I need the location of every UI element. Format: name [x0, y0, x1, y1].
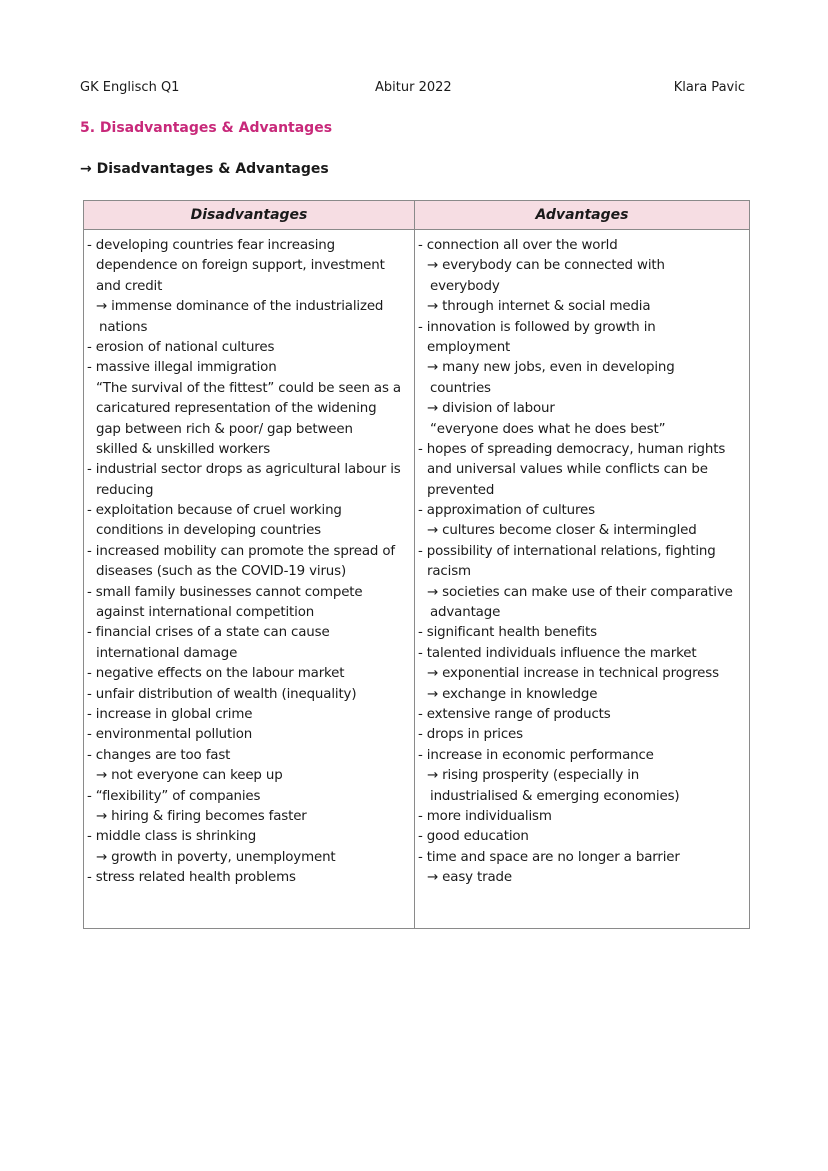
list-item: nations [99, 319, 148, 335]
list-item: → division of labour [427, 401, 555, 417]
subtitle: → Disadvantages & Advantages [80, 161, 329, 177]
list-item: countries [430, 380, 491, 396]
list-item: - “flexibility” of companies [87, 788, 261, 804]
list-item: → through internet & social media [427, 299, 651, 315]
header-disadvantages: Disadvantages [190, 207, 308, 223]
list-item: - unfair distribution of wealth (inequality) [87, 686, 357, 702]
list-item: - increase in economic performance [418, 747, 654, 763]
comparison-table [83, 200, 750, 929]
exam-label: Abitur 2022 [375, 80, 452, 95]
list-item: → everybody can be connected with [427, 258, 665, 274]
list-item: - negative effects on the labour market [87, 666, 345, 682]
list-item: - industrial sector drops as agricultural labour is [87, 462, 401, 478]
list-item: and universal values while conflicts can be [427, 462, 708, 478]
list-item: → rising prosperity (especially in [427, 768, 640, 784]
list-item: - stress related health problems [87, 870, 296, 886]
list-item: international damage [96, 645, 238, 661]
list-item: diseases (such as the COVID-19 virus) [96, 564, 347, 580]
list-item: - connection all over the world [418, 238, 618, 253]
disadvantages-column [87, 236, 413, 889]
list-item: “everyone does what he does best” [430, 421, 666, 437]
list-item: - more individualism [418, 808, 552, 824]
list-item: → exponential increase in technical progress [427, 666, 719, 682]
list-item: - increase in global crime [87, 706, 253, 722]
page-header [80, 80, 745, 98]
list-item: → not everyone can keep up [96, 768, 283, 784]
list-item: → exchange in knowledge [427, 686, 598, 702]
column-divider [414, 201, 415, 928]
list-item: - small family businesses cannot compete [87, 584, 363, 600]
list-item: - significant health benefits [418, 625, 597, 641]
list-item: → many new jobs, even in developing [427, 360, 675, 376]
list-item: everybody [430, 278, 500, 294]
list-item: → cultures become closer & intermingled [427, 523, 697, 539]
list-item: - environmental pollution [87, 727, 253, 743]
list-item: advantage [430, 605, 501, 621]
list-item: skilled & unskilled workers [96, 441, 271, 457]
list-item: - changes are too fast [87, 747, 231, 763]
list-item: “The survival of the fittest” could be seen as a [96, 380, 401, 396]
list-item: - hopes of spreading democracy, human rights [418, 441, 726, 457]
list-item: - good education [418, 829, 529, 845]
section-title: 5. Disadvantages & Advantages [80, 120, 333, 136]
list-item: → immense dominance of the industrialized [96, 299, 384, 315]
list-item: against international competition [96, 605, 315, 621]
list-item: employment [427, 339, 511, 355]
list-item: → hiring & firing becomes faster [96, 808, 307, 824]
list-item: - approximation of cultures [418, 503, 595, 519]
list-item: - erosion of national cultures [87, 339, 275, 355]
header-advantages: Advantages [535, 207, 629, 223]
list-item: - drops in prices [418, 727, 523, 743]
list-item: and credit [96, 278, 163, 294]
list-item: - time and space are no longer a barrier [418, 849, 680, 865]
list-item: gap between rich & poor/ gap between [96, 421, 353, 437]
list-item: - talented individuals influence the market [418, 645, 697, 661]
list-item: - extensive range of products [418, 706, 611, 722]
list-item: → growth in poverty, unemployment [96, 849, 336, 865]
table-header-row [84, 201, 749, 230]
list-item: - exploitation because of cruel working [87, 503, 342, 519]
list-item: - massive illegal immigration [87, 360, 277, 376]
list-item: caricatured representation of the widening [96, 401, 377, 417]
list-item: dependence on foreign support, investment [96, 258, 385, 274]
list-item: - innovation is followed by growth in [418, 319, 656, 335]
list-item: → easy trade [427, 870, 512, 886]
list-item: - developing countries fear increasing [87, 238, 335, 253]
course-label: GK Englisch Q1 [80, 80, 180, 95]
list-item: prevented [427, 482, 495, 498]
list-item: - possibility of international relations, fighting [418, 543, 716, 559]
list-item: - financial crises of a state can cause [87, 625, 330, 641]
list-item: reducing [96, 482, 154, 498]
list-item: industrialised & emerging economies) [430, 788, 680, 804]
list-item: racism [427, 564, 471, 580]
list-item: - middle class is shrinking [87, 829, 257, 845]
list-item: - increased mobility can promote the spread of [87, 543, 395, 559]
author-name: Klara Pavic [673, 80, 745, 95]
list-item: → societies can make use of their comparative [427, 584, 733, 600]
advantages-column [418, 236, 748, 889]
list-item: conditions in developing countries [96, 523, 322, 539]
